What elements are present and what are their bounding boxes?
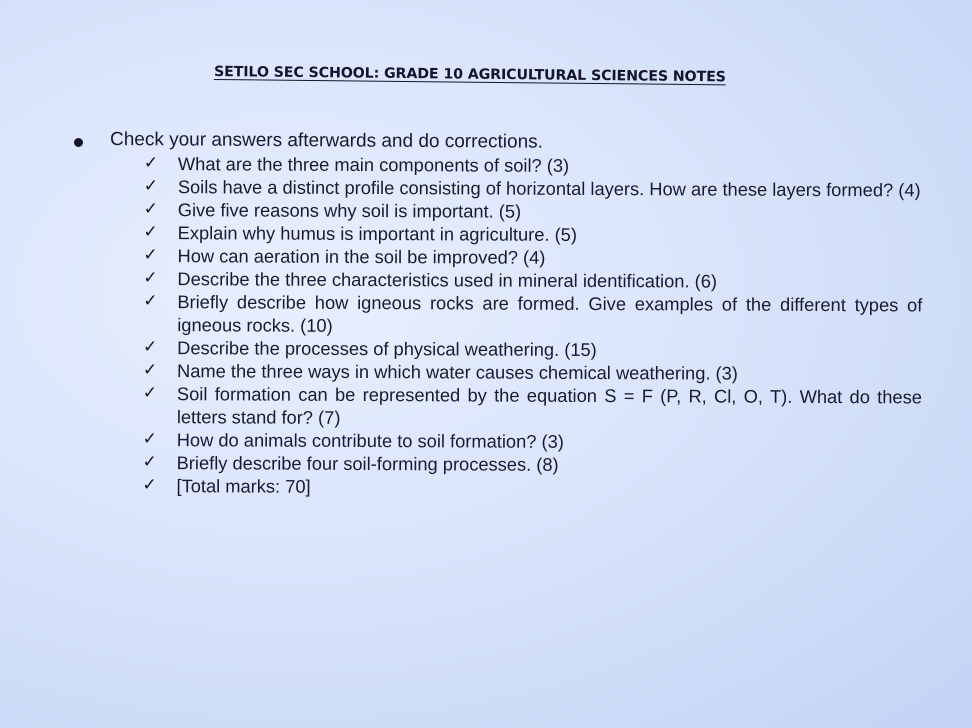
question-item (137, 244, 937, 270)
question-item (137, 451, 937, 477)
question-item (137, 382, 937, 431)
question-text: How can aeration in the soil be improved? (4) (177, 245, 546, 268)
question-text: Describe the three characteristics used in mineral identification. (6) (177, 268, 718, 292)
checkmark-icon: ✓ (142, 383, 158, 404)
question-text: Give five reasons why soil is important. (5) (177, 199, 522, 222)
question-text: Briefly describe how igneous rocks are formed. Give examples of the different types of igneous rocks. (10) (177, 291, 923, 336)
page-title: SETILO SEC SCHOOL: GRADE 10 AGRICULTURAL SCIENCES NOTES (213, 64, 726, 86)
question-item (137, 290, 937, 339)
question-text: Soils have a distinct profile consisting of horizontal layers. How are these layers formed? (4) (177, 176, 921, 201)
question-item (138, 198, 938, 224)
checkmark-icon: ✓ (143, 199, 158, 220)
question-item (137, 267, 937, 293)
question-item (138, 175, 938, 201)
total-marks-text: [Total marks: 70] (176, 475, 311, 497)
checkmark-icon: ✓ (143, 291, 158, 312)
checkmark-icon: ✓ (142, 429, 157, 450)
checkmark-icon: ✓ (142, 452, 157, 473)
bullet-point (74, 138, 83, 147)
question-text: Soil formation can be represented by the equation S = F (P, R, Cl, O, T). What do these letters stand for? (7) (176, 383, 922, 428)
checkmark-icon: ✓ (143, 153, 159, 174)
checkmark-icon: ✓ (142, 360, 158, 381)
question-item (138, 221, 938, 247)
question-text: How do animals contribute to soil formation? (3) (176, 429, 564, 452)
question-item (137, 336, 937, 362)
question-item (138, 152, 938, 178)
question-item (137, 428, 937, 454)
question-item (137, 359, 937, 385)
checkmark-icon: ✓ (142, 475, 157, 496)
total-marks-item (136, 474, 936, 500)
checkmark-icon: ✓ (143, 268, 158, 289)
question-list (136, 152, 937, 500)
checkmark-icon: ✓ (143, 222, 158, 243)
intro-instruction: Check your answers afterwards and do corrections. (109, 129, 544, 153)
question-text: Briefly describe four soil-forming processes. (8) (176, 452, 559, 475)
checkmark-icon: ✓ (142, 337, 158, 358)
question-text: What are the three main components of soil? (3) (177, 153, 570, 176)
checkmark-icon: ✓ (143, 176, 159, 197)
question-text: Describe the processes of physical weathering. (15) (177, 337, 597, 361)
checkmark-icon: ✓ (143, 245, 158, 266)
question-text: Explain why humus is important in agriculture. (5) (177, 222, 578, 245)
question-text: Name the three ways in which water causes chemical weathering. (3) (177, 360, 738, 384)
